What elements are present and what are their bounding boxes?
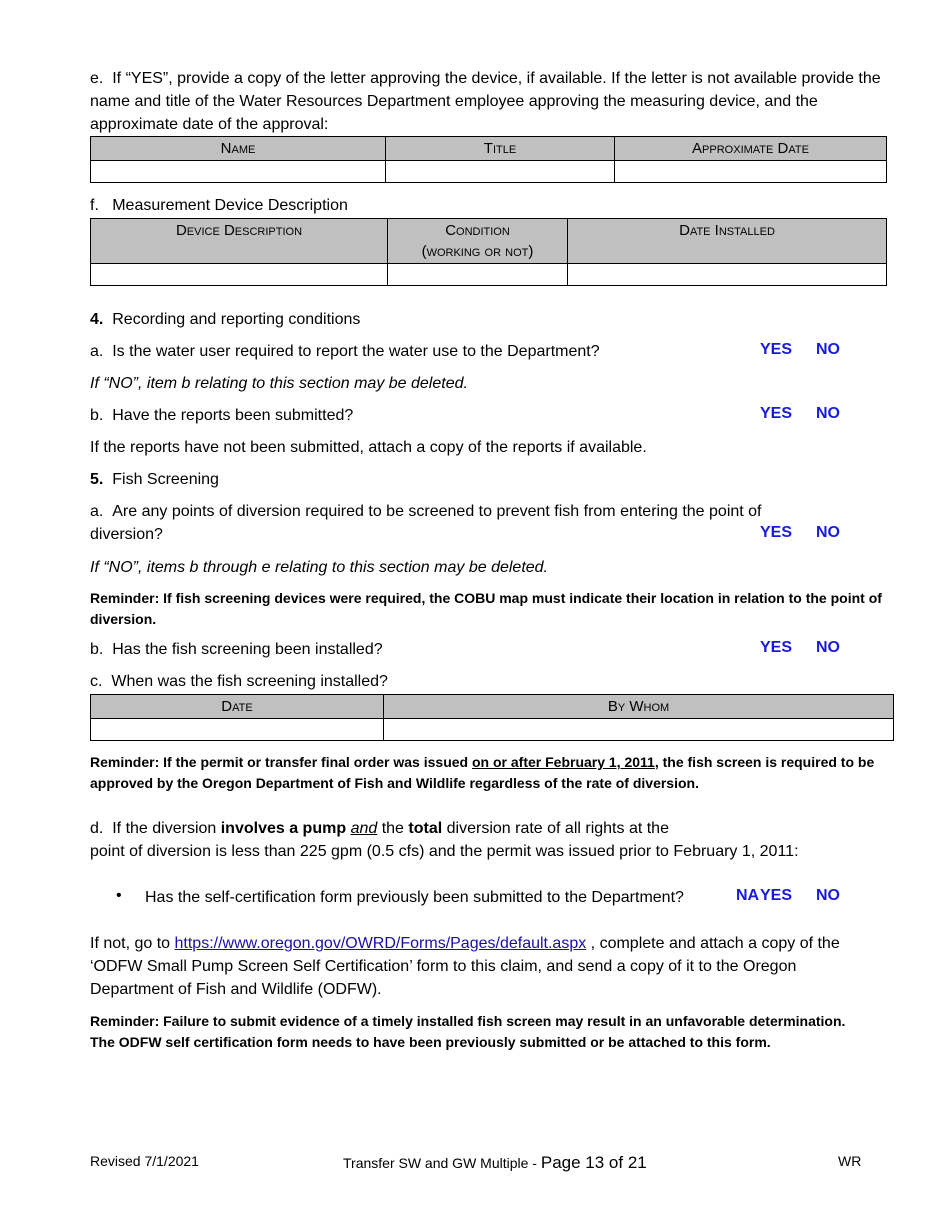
section-4-title: Recording and reporting conditions <box>112 311 361 328</box>
bullet-icon: • <box>116 887 122 904</box>
footer-form-name: Transfer SW and GW Multiple - <box>343 1155 541 1171</box>
section-5d-part6: diversion rate of all rights at the <box>442 820 669 837</box>
cell-name[interactable] <box>91 161 386 183</box>
section-4a-note: If “NO”, item b relating to this section may be deleted. <box>90 375 468 392</box>
cell-title[interactable] <box>386 161 615 183</box>
section-4b-note: If the reports have not been submitted, attach a copy of the reports if available. <box>90 439 647 456</box>
cell-device-description[interactable] <box>91 264 388 286</box>
if-not-instructions <box>90 932 870 1001</box>
section-4a-no[interactable]: NO <box>816 341 840 358</box>
section-4b-question: b. Have the reports been submitted? <box>90 407 354 424</box>
self-cert-na[interactable]: NA <box>736 887 760 904</box>
section-5-title: Fish Screening <box>112 471 219 488</box>
section-e-text: e. If “YES”, provide a copy of the letter approving the device, if available. If the letter is not available provide the name and title of the Water Resources Department employee approving the measuring device, and the approximate date of the approval: <box>90 70 881 133</box>
approval-table <box>90 136 887 183</box>
section-5d-part4: the <box>377 820 409 837</box>
header-title: Title <box>386 137 615 161</box>
section-5b-no[interactable]: NO <box>816 639 840 656</box>
section-5b-question: b. Has the fish screening been installed? <box>90 641 383 658</box>
reminder-odfw-pre: Reminder: If the permit or transfer final order was issued <box>90 754 472 770</box>
owrd-forms-link[interactable]: https://www.oregon.gov/OWRD/Forms/Pages/default.aspx <box>174 935 587 952</box>
section-5d-total: total <box>408 820 443 837</box>
section-5a-note: If “NO”, items b through e relating to this section may be deleted. <box>90 559 548 576</box>
section-5d-line2: point of diversion is less than 225 gpm (0.5 cfs) and the permit was issued prior to February 1, 2011: <box>90 843 799 860</box>
section-5-number: 5. <box>90 471 104 488</box>
header-condition-line2: (working or not) <box>421 243 534 260</box>
self-cert-yes[interactable]: YES <box>760 887 793 904</box>
section-4a-yes[interactable]: YES <box>760 341 793 358</box>
screening-table <box>90 694 894 741</box>
cell-condition[interactable] <box>388 264 568 286</box>
section-5a-question: a. Are any points of diversion required to be screened to prevent fish from entering the point of diversion? <box>90 503 762 543</box>
section-5d-part1: d. If the diversion <box>90 820 221 837</box>
reminder-odfw-post: , the fish screen is required to be approved by the Oregon Department of Fish and Wildlife regardless of the rate of diversion. <box>90 754 875 791</box>
section-4b-no[interactable]: NO <box>816 405 840 422</box>
footer-form <box>343 1153 647 1173</box>
reminder-odfw-approval <box>90 752 890 794</box>
header-device-description: Device Description <box>91 219 388 264</box>
header-condition <box>388 219 568 264</box>
reminder-fish-screen-evidence: Reminder: Failure to submit evidence of a timely installed fish screen may result in an unfavorable determination. The ODFW self certification form needs to have been previously submitted or be attached to this form. <box>90 1013 846 1050</box>
cell-date-installed[interactable] <box>568 264 887 286</box>
self-cert-no[interactable]: NO <box>816 887 840 904</box>
section-5-heading <box>90 468 890 491</box>
header-date-installed: Date Installed <box>568 219 887 264</box>
section-4-heading <box>90 308 890 331</box>
section-5c-question: c. When was the fish screening installed? <box>90 673 388 690</box>
section-5d-text <box>90 817 880 863</box>
footer-page-number: Page 13 of 21 <box>540 1153 647 1172</box>
if-not-pre: If not, go to <box>90 935 175 952</box>
section-f-label: f. Measurement Device Description <box>90 197 348 214</box>
if-not-post: , complete and attach a copy of the ‘ODFW Small Pump Screen Self Certification’ form to this claim, and send a copy of it to the Oregon Department of Fish and Wildlife (ODFW). <box>90 935 840 998</box>
section-5d-and: and <box>350 820 378 837</box>
reminder-odfw-date: on or after February 1, 2011 <box>471 754 655 770</box>
cell-by-whom[interactable] <box>384 719 894 741</box>
section-5b-yes[interactable]: YES <box>760 639 793 656</box>
section-4a-question: a. Is the water user required to report the water use to the Department? <box>90 343 600 360</box>
section-5a-no[interactable]: NO <box>816 524 840 541</box>
reminder-cobu-map: Reminder: If fish screening devices were required, the COBU map must indicate their location in relation to the point of diversion. <box>90 590 882 627</box>
footer-revised: Revised 7/1/2021 <box>90 1153 199 1169</box>
self-certification-question: Has the self-certification form previously been submitted to the Department? <box>145 889 684 906</box>
cell-approximate-date[interactable] <box>615 161 887 183</box>
device-table <box>90 218 887 286</box>
footer-code: WR <box>838 1153 862 1169</box>
section-5d-pump: involves a pump <box>220 820 347 837</box>
header-name: Name <box>91 137 386 161</box>
section-4-number: 4. <box>90 311 104 328</box>
section-5a-yes[interactable]: YES <box>760 524 793 541</box>
section-4b-yes[interactable]: YES <box>760 405 793 422</box>
header-by-whom: By Whom <box>384 695 894 719</box>
header-condition-line1: Condition <box>445 222 510 239</box>
cell-date[interactable] <box>91 719 384 741</box>
header-approximate-date: Approximate Date <box>615 137 887 161</box>
header-date: Date <box>91 695 384 719</box>
